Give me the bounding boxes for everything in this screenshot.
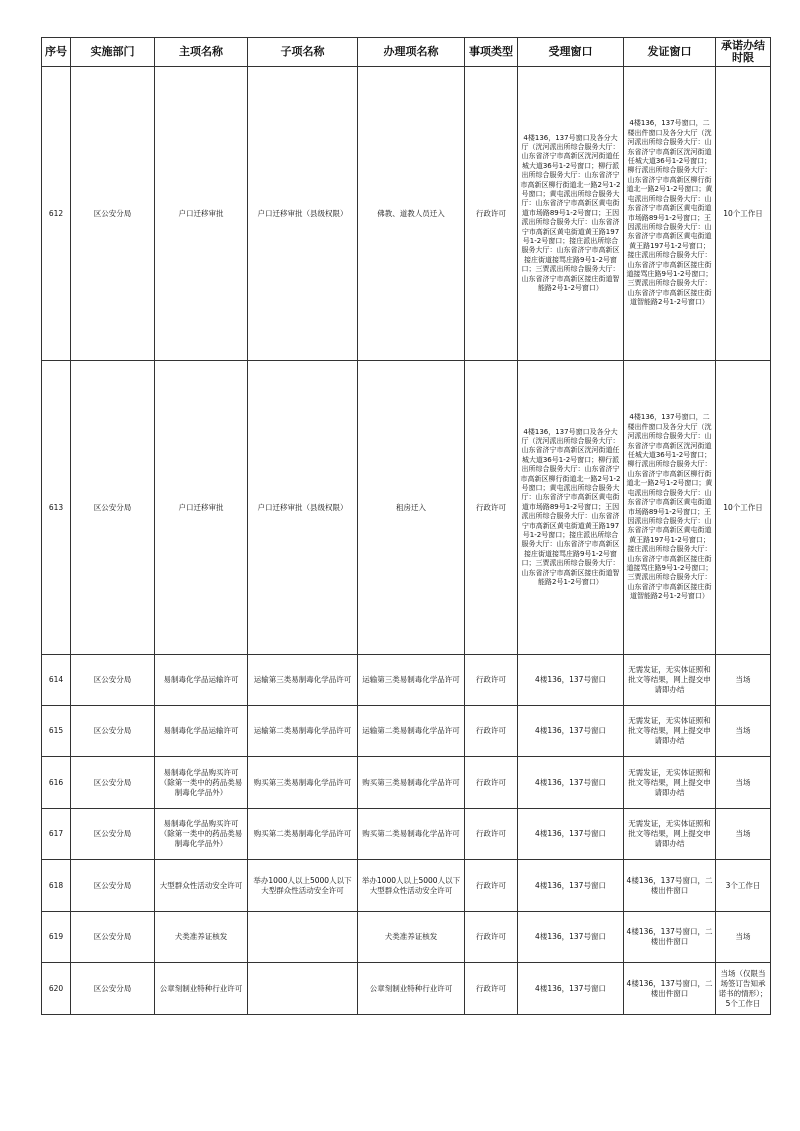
table-row	[42, 361, 771, 655]
cell-dept: 区公安分局	[71, 706, 155, 757]
cell-dept: 区公安分局	[71, 912, 155, 963]
cell-dept: 区公安分局	[71, 655, 155, 706]
table-row	[42, 809, 771, 860]
cell-item: 运输第三类易制毒化学品许可	[358, 655, 465, 706]
header-accept: 受理窗口	[518, 38, 624, 67]
table-row	[42, 757, 771, 809]
table-row	[42, 860, 771, 912]
cell-issue: 无需发证，无实体证照和批文等结果，网上提交申请即办结	[624, 706, 716, 757]
cell-time: 当场	[716, 912, 771, 963]
cell-main: 易制毒化学品购买许可（除第一类中的药品类易制毒化学品外）	[155, 809, 248, 860]
header-issue: 发证窗口	[624, 38, 716, 67]
cell-dept: 区公安分局	[71, 67, 155, 361]
cell-main: 易制毒化学品运输许可	[155, 706, 248, 757]
cell-main: 大型群众性活动安全许可	[155, 860, 248, 912]
cell-sub	[248, 963, 358, 1015]
cell-accept: 4楼136，137号窗口	[518, 963, 624, 1015]
cell-type: 行政许可	[465, 809, 518, 860]
header-row	[42, 38, 771, 67]
cell-issue: 4楼136，137号窗口，二楼出件窗口	[624, 963, 716, 1015]
cell-time: 当场（仅限当场签订告知承诺书的情形）；5个工作日	[716, 963, 771, 1015]
cell-main: 户口迁移审批	[155, 67, 248, 361]
cell-accept: 4楼136，137号窗口	[518, 655, 624, 706]
header-main: 主项名称	[155, 38, 248, 67]
cell-sub: 举办1000人以上5000人以下大型群众性活动安全许可	[248, 860, 358, 912]
header-no: 序号	[42, 38, 71, 67]
cell-time: 当场	[716, 655, 771, 706]
cell-main: 易制毒化学品购买许可（除第一类中的药品类易制毒化学品外）	[155, 757, 248, 809]
header-type: 事项类型	[465, 38, 518, 67]
cell-type: 行政许可	[465, 67, 518, 361]
cell-issue: 4楼136，137号窗口，二楼出件窗口	[624, 860, 716, 912]
cell-type: 行政许可	[465, 912, 518, 963]
cell-dept: 区公安分局	[71, 860, 155, 912]
cell-main: 易制毒化学品运输许可	[155, 655, 248, 706]
cell-no: 620	[42, 963, 71, 1015]
cell-sub: 运输第二类易制毒化学品许可	[248, 706, 358, 757]
cell-time: 10个工作日	[716, 67, 771, 361]
cell-item: 购买第三类易制毒化学品许可	[358, 757, 465, 809]
cell-no: 619	[42, 912, 71, 963]
cell-main: 公章刻制业特种行业许可	[155, 963, 248, 1015]
cell-dept: 区公安分局	[71, 361, 155, 655]
table-row	[42, 706, 771, 757]
table-row	[42, 67, 771, 361]
cell-accept: 4楼136，137号窗口	[518, 912, 624, 963]
cell-sub: 户口迁移审批（县级权限）	[248, 361, 358, 655]
cell-no: 615	[42, 706, 71, 757]
cell-type: 行政许可	[465, 706, 518, 757]
cell-issue: 无需发证，无实体证照和批文等结果，网上提交申请即办结	[624, 809, 716, 860]
cell-dept: 区公安分局	[71, 963, 155, 1015]
cell-type: 行政许可	[465, 963, 518, 1015]
cell-accept: 4楼136，137号窗口	[518, 706, 624, 757]
cell-issue: 4楼136，137号窗口，二楼出件窗口	[624, 912, 716, 963]
cell-type: 行政许可	[465, 655, 518, 706]
cell-no: 617	[42, 809, 71, 860]
cell-time: 10个工作日	[716, 361, 771, 655]
cell-time: 当场	[716, 706, 771, 757]
cell-time: 3个工作日	[716, 860, 771, 912]
header-time: 承诺办结时限	[716, 38, 771, 67]
table-row	[42, 963, 771, 1015]
cell-issue: 4楼136，137号窗口，二楼出件窗口及各分大厅（洸河派出所综合服务大厅：山东省济宁市高新区洸河街道任城大道36号1-2号窗口；柳行派出所综合服务大厅：山东省济宁市高新区柳行街道北一路2号1-2号窗口；黄屯派出所综合服务大厅：山东省济宁市高新区黄屯街道市场路89号1-2号窗口；王因派出所综合服务大厅：山东省济宁市高新区黄屯街道黄王路197号1-2号窗口；接庄派出所综合服务大厅：山东省济宁市高新区接庄街道接骂庄路9号1-2号窗口；三贾派出所综合服务大厅：山东省济宁市高新区接庄街道智能路2号1-2号窗口）	[624, 67, 716, 361]
cell-issue: 无需发证，无实体证照和批文等结果，网上提交申请即办结	[624, 757, 716, 809]
cell-dept: 区公安分局	[71, 757, 155, 809]
cell-sub: 户口迁移审批（县级权限）	[248, 67, 358, 361]
cell-accept: 4楼136，137号窗口	[518, 860, 624, 912]
cell-accept: 4楼136，137号窗口及各分大厅（洸河派出所综合服务大厅：山东省济宁市高新区洸河街道任城大道36号1-2号窗口；柳行派出所综合服务大厅：山东省济宁市高新区柳行街道北一路2号1-2号窗口；黄屯派出所综合服务大厅：山东省济宁市高新区黄屯街道市场路89号1-2号窗口；王因派出所综合服务大厅：山东省济宁市高新区黄屯街道黄王路197号1-2号窗口；接庄派出所综合服务大厅：山东省济宁市高新区接庄街道接骂庄路9号1-2号窗口；三贾派出所综合服务大厅：山东省济宁市高新区接庄街道智能路2号1-2号窗口）	[518, 361, 624, 655]
cell-no: 616	[42, 757, 71, 809]
cell-main: 户口迁移审批	[155, 361, 248, 655]
cell-dept: 区公安分局	[71, 809, 155, 860]
cell-sub: 购买第二类易制毒化学品许可	[248, 809, 358, 860]
cell-item: 犬类准养证核发	[358, 912, 465, 963]
cell-type: 行政许可	[465, 860, 518, 912]
cell-item: 购买第二类易制毒化学品许可	[358, 809, 465, 860]
cell-item: 租房迁入	[358, 361, 465, 655]
cell-issue: 4楼136，137号窗口，二楼出件窗口及各分大厅（洸河派出所综合服务大厅：山东省济宁市高新区洸河街道任城大道36号1-2号窗口；柳行派出所综合服务大厅：山东省济宁市高新区柳行街道北一路2号1-2号窗口；黄屯派出所综合服务大厅：山东省济宁市高新区黄屯街道市场路89号1-2号窗口；王因派出所综合服务大厅：山东省济宁市高新区黄屯街道黄王路197号1-2号窗口；接庄派出所综合服务大厅：山东省济宁市高新区接庄街道接骂庄路9号1-2号窗口；三贾派出所综合服务大厅：山东省济宁市高新区接庄街道智能路2号1-2号窗口）	[624, 361, 716, 655]
cell-no: 614	[42, 655, 71, 706]
cell-issue: 无需发证，无实体证照和批文等结果，网上提交申请即办结	[624, 655, 716, 706]
cell-sub: 运输第三类易制毒化学品许可	[248, 655, 358, 706]
cell-no: 612	[42, 67, 71, 361]
header-dept: 实施部门	[71, 38, 155, 67]
cell-item: 举办1000人以上5000人以下大型群众性活动安全许可	[358, 860, 465, 912]
table-row	[42, 912, 771, 963]
cell-no: 618	[42, 860, 71, 912]
header-sub: 子项名称	[248, 38, 358, 67]
cell-accept: 4楼136，137号窗口及各分大厅（洸河派出所综合服务大厅：山东省济宁市高新区洸河街道任城大道36号1-2号窗口；柳行派出所综合服务大厅：山东省济宁市高新区柳行街道北一路2号1-2号窗口；黄屯派出所综合服务大厅：山东省济宁市高新区黄屯街道市场路89号1-2号窗口；王因派出所综合服务大厅：山东省济宁市高新区黄屯街道黄王路197号1-2号窗口；接庄派出所综合服务大厅：山东省济宁市高新区接庄街道接骂庄路9号1-2号窗口；三贾派出所综合服务大厅：山东省济宁市高新区接庄街道智能路2号1-2号窗口）	[518, 67, 624, 361]
cell-accept: 4楼136，137号窗口	[518, 809, 624, 860]
header-item: 办理项名称	[358, 38, 465, 67]
service-table	[41, 37, 771, 1015]
cell-type: 行政许可	[465, 757, 518, 809]
cell-sub: 购买第三类易制毒化学品许可	[248, 757, 358, 809]
table-row	[42, 655, 771, 706]
cell-time: 当场	[716, 809, 771, 860]
cell-main: 犬类准养证核发	[155, 912, 248, 963]
cell-item: 佛教、道教人员迁入	[358, 67, 465, 361]
cell-sub	[248, 912, 358, 963]
cell-accept: 4楼136，137号窗口	[518, 757, 624, 809]
cell-item: 公章刻制业特种行业许可	[358, 963, 465, 1015]
cell-time: 当场	[716, 757, 771, 809]
cell-type: 行政许可	[465, 361, 518, 655]
cell-no: 613	[42, 361, 71, 655]
cell-item: 运输第二类易制毒化学品许可	[358, 706, 465, 757]
